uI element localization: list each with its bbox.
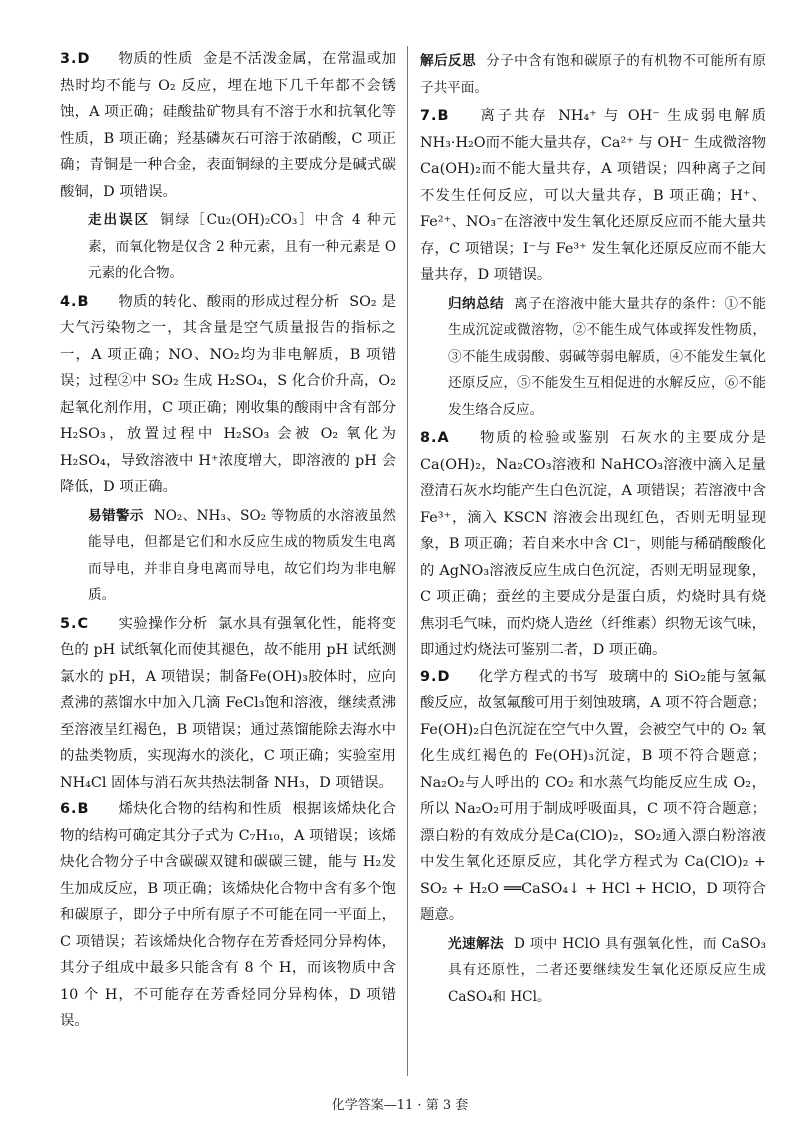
column-divider (407, 46, 408, 1076)
question-topic: 物质的性质 (118, 51, 193, 67)
answer-explanation: NH₄⁺ 与 OH⁻ 生成弱电解质 NH₃·H₂O而不能大量共存，Ca²⁺ 与 OH⁻ 生成微溶物Ca(OH)₂而不能大量共存，A 项错误；四种离子之间不发生任何反应，可以大量共存，B 项正确；H⁺、Fe²⁺、NO₃⁻在溶液中发生氧化还原反应而不能大量共存，C 项错误；I⁻与 Fe³⁺ 发生氧化还原反应而不能大量共存，D 项错误。 (420, 108, 766, 283)
answer-explanation: 玻璃中的 SiO₂能与氢氟酸反应，故氢氟酸可用于刻蚀玻璃，A 项不符合题意；Fe(OH)₂白色沉淀在空气中久置，会被空气中的 O₂ 氧化生成红褐色的 Fe(OH)₃沉淀，B 项不符合题意；Na₂O₂与人呼出的 CO₂ 和水蒸气均能反应生成 O₂，所以 Na₂O₂可用于制成呼吸面具，C 项不符合题意；漂白粉的有效成分是Ca(ClO)₂，SO₂通入漂白粉溶液中发生氧化还原反应，其化学方程式为 Ca(ClO)₂ + SO₂ + H₂O ══CaSO₄↓ + HCl + HClO，D 项符合题意。 (420, 668, 766, 923)
right-column (420, 46, 766, 1012)
question-topic: 实验操作分析 (118, 615, 208, 632)
answer-item-6 (60, 796, 396, 1035)
question-topic: 物质的转化、酸雨的形成过程分析 (118, 293, 340, 310)
question-number: 5.C (60, 615, 90, 632)
note-title: 易错警示 (88, 507, 144, 524)
question-number: 4.B (60, 293, 90, 310)
question-number: 8.A (420, 430, 450, 446)
question-number: 9.D (420, 668, 451, 685)
note-block (60, 503, 396, 609)
note-block (60, 207, 396, 287)
question-topic: 化学方程式的书写 (478, 668, 599, 685)
note-title: 走出误区 (88, 212, 151, 228)
answer-explanation: 金是不活泼金属，在常温或加热时均不能与 O₂ 反应，埋在地下几千年都不会锈蚀，A 项正确；硅酸盐矿物具有不溶于水和抗氧化等性质，B 项正确；羟基磷灰石可溶于浓硝酸，C 项正确；青铜是一种合金，表面铜绿的主要成分是碱式碳酸铜，D 项错误。 (60, 51, 396, 200)
note-block (420, 291, 766, 424)
note-title: 归纳总结 (448, 295, 505, 312)
note-block (420, 931, 766, 1011)
note-body: D 项中 HClO 具有强氧化性，而 CaSO₃具有还原性，二者还要继续发生氧化还原反应生成 CaSO₄和 HCl。 (448, 935, 767, 1005)
answer-explanation: SO₂ 是大气污染物之一，其含量是空气质量报告的指标之一，A 项正确；NO、NO₂均为非电解质，B 项错误；过程②中 SO₂ 生成 H₂SO₄，S 化合价升高，O₂起氧化剂作用，C 项正确；刚收集的酸雨中含有部分 H₂SO₃，放置过程中 H₂SO₃ 会被 O₂ 氧化为 H₂SO₄，导致溶液中 H⁺浓度增大，即溶液的 pH 会降低，D 项正确。 (60, 293, 396, 495)
note-body: 铜绿［Cu₂(OH)₂CO₃］中含 4 种元素，而氧化物是仅含 2 种元素，且有一种元素是 O 元素的化合物。 (88, 212, 397, 281)
question-number: 3.D (60, 51, 91, 67)
note-block (420, 48, 766, 101)
note-title: 解后反思 (420, 53, 477, 69)
question-topic: 物质的检验或鉴别 (478, 430, 611, 446)
note-body: 分子中含有饱和碳原子的有机物不可能所有原子共平面。 (420, 53, 767, 96)
question-number: 6.B (60, 801, 90, 817)
question-topic: 离子共存 (478, 108, 549, 124)
page-footer: 化学答案—11 · 第 3 套 (331, 1098, 469, 1113)
question-number: 7.B (420, 108, 450, 124)
answer-explanation: 石灰水的主要成分是 Ca(OH)₂，Na₂CO₃溶液和 NaHCO₃溶液中滴入足量澄清石灰水均能产生白色沉淀，A 项错误；若溶液中含 Fe³⁺，滴入 KSCN 溶液会出现红色，否则无明显现象，B 项正确；若自来水中含 Cl⁻，则能与稀硝酸酸化的 AgNO₃溶液反应生成白色沉淀，否则无明显现象，C 项正确；蚕丝的主要成分是蛋白质，灼烧时具有烧焦羽毛气味，而灼烧人造丝（纤维素）织物无该气味，即通过灼烧法可鉴别二者，D 项正确。 (420, 430, 766, 658)
answer-explanation: 氯水具有强氧化性，能将变色的 pH 试纸氧化而使其褪色，故不能用 pH 试纸测氯水的 pH，A 项错误；制备Fe(OH)₃胶体时，应向煮沸的蒸馏水中加入几滴 FeCl₃饱和溶液，继续煮沸至溶液呈红褐色，B 项错误；通过蒸馏能除去海水中的盐类物质，实现海水的淡化，C 项正确；实验室用 NH₄Cl 固体与消石灰共热法制备 NH₃，D 项错误。 (60, 615, 396, 791)
answer-item-4 (60, 289, 396, 501)
note-title: 光速解法 (448, 935, 505, 952)
note-body: 离子在溶液中能大量共存的条件：①不能生成沉淀或微溶物，②不能生成气体或挥发性物质，③不能生成弱酸、弱碱等弱电解质，④不能发生氧化还原反应，⑤不能发生互相促进的水解反应，⑥不能发生络合反应。 (448, 295, 766, 418)
question-topic: 烯炔化合物的结构和性质 (118, 801, 283, 817)
left-column (60, 46, 396, 1035)
answer-item-9 (420, 664, 766, 929)
answer-item-7 (420, 103, 766, 289)
answer-explanation: 根据该烯炔化合物的结构可确定其分子式为 C₇H₁₀，A 项错误；该烯炔化合物分子中含碳碳双键和碳碳三键，能与 H₂发生加成反应，B 项正确；该烯炔化合物中含有多个饱和碳原子，即分子中所有原子不可能在同一平面上，C 项错误；若该烯炔化合物存在芳香烃同分异构体，其分子组成中最多只能含有 8 个 H，而该物质中含 10 个 H，不可能存在芳香烃同分异构体，D 项错误。 (60, 801, 396, 1029)
answer-item-5 (60, 611, 396, 797)
note-body: NO₂、NH₃、SO₂ 等物质的水溶液虽然能导电，但都是它们和水反应生成的物质发生电离而导电，并非自身电离而导电，故它们均为非电解质。 (88, 507, 396, 603)
answer-item-8 (420, 425, 766, 664)
answer-item-3 (60, 46, 396, 205)
